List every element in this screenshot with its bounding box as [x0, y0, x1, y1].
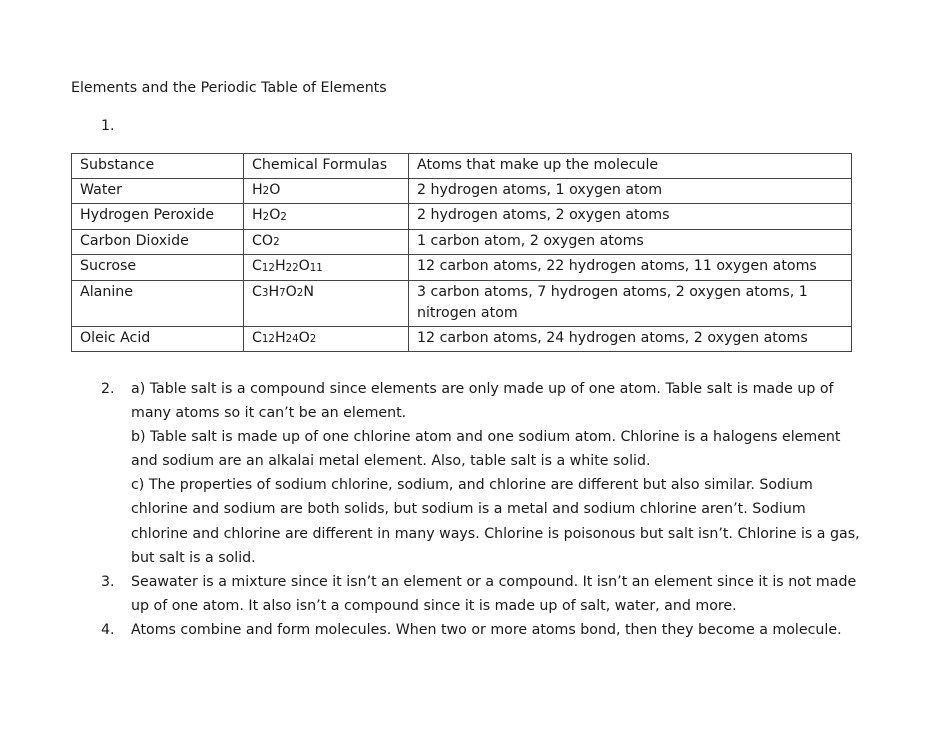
atoms-cell: 1 carbon atom, 2 oxygen atoms: [409, 229, 852, 255]
formula-symbol: CO: [252, 232, 274, 249]
formula-subscript: 2: [273, 237, 280, 248]
formula-subscript: 2: [280, 211, 287, 223]
atoms-cell: 2 hydrogen atoms, 2 oxygen atoms: [409, 204, 852, 230]
substance-cell: Alanine: [72, 280, 244, 326]
document-title: Elements and the Periodic Table of Elements: [71, 80, 387, 96]
table-row: [72, 204, 852, 230]
table-header-row: [72, 154, 852, 179]
atoms-cell: 3 carbon atoms, 7 hydrogen atoms, 2 oxygen atoms, 1 nitrogen atom: [409, 280, 852, 326]
formula-subscript: 2: [296, 288, 304, 299]
answer-paragraph: c) The properties of sodium chlorine, sodium, and chlorine are different but also similar. Sodium chlorine and sodium are both solids, but sodium is a metal and sodium chlorine aren’t. Sodium chlorine and chlorine are different in many ways. Chlorine is poisonous but salt isn’t. Chlorine is a gas, but salt is a solid.: [131, 477, 860, 566]
formula-symbol: O: [269, 207, 281, 223]
formula-symbol: C: [252, 258, 262, 274]
table-row: [72, 326, 852, 352]
formula-subscript: 12: [261, 334, 275, 345]
formula-subscript: 12: [261, 262, 275, 274]
substance-cell: Water: [72, 178, 244, 204]
substance-cell: Hydrogen Peroxide: [72, 204, 244, 230]
atoms-cell: 12 carbon atoms, 24 hydrogen atoms, 2 oxygen atoms: [409, 326, 852, 352]
answer-number: 2.: [101, 381, 115, 397]
formula-cell: [244, 280, 409, 326]
table-row: [72, 229, 852, 255]
table-row: [72, 280, 852, 326]
substance-cell: Carbon Dioxide: [72, 229, 244, 255]
formula-symbol: C: [252, 283, 262, 300]
formula-symbol: H: [274, 329, 286, 346]
substances-table: [71, 153, 852, 352]
formula-subscript: 11: [309, 262, 323, 274]
answer-paragraph: a) Table salt is a compound since elements are only made up of one atom. Table salt is made up of many atoms so it can’t be an element.: [131, 381, 834, 422]
formula-symbol: O: [298, 258, 310, 274]
table-row: [72, 255, 852, 281]
formula-symbol: H: [268, 283, 280, 300]
item-1-number: 1.: [101, 118, 115, 134]
formula-symbol: C: [252, 329, 262, 346]
substance-cell: Oleic Acid: [72, 326, 244, 352]
formula-cell: [244, 326, 409, 352]
formula-subscript: 24: [285, 334, 299, 345]
answer-paragraph: Atoms combine and form molecules. When two or more atoms bond, then they become a molecule.: [131, 621, 842, 638]
answers-list: [101, 377, 861, 642]
header-chemical-formulas: Chemical Formulas: [244, 154, 409, 179]
answer-number: 4.: [101, 621, 115, 638]
answer-item: [101, 570, 861, 618]
formula-subscript: 7: [279, 288, 286, 299]
answer-item: [101, 618, 861, 642]
answer-number: 3.: [101, 573, 115, 590]
formula-subscript: 2: [262, 186, 270, 197]
formula-symbol: N: [303, 283, 314, 300]
header-atoms: Atoms that make up the molecule: [409, 154, 852, 179]
table-row: [72, 178, 852, 204]
answer-paragraph: b) Table salt is made up of one chlorine atom and one sodium atom. Chlorine is a halogens element and sodium are an alkalai metal element. Also, table salt is a white solid.: [131, 429, 841, 470]
formula-symbol: H: [252, 207, 263, 223]
formula-subscript: 22: [285, 262, 299, 274]
substance-cell: Sucrose: [72, 255, 244, 281]
atoms-cell: 12 carbon atoms, 22 hydrogen atoms, 11 oxygen atoms: [409, 255, 852, 281]
formula-cell: [244, 229, 409, 255]
formula-subscript: 2: [309, 334, 317, 345]
formula-symbol: O: [269, 181, 281, 198]
header-substance: Substance: [72, 154, 244, 179]
answer-paragraph: Seawater is a mixture since it isn’t an element or a compound. It isn’t an element since it is not made up of one atom. It also isn’t a compound since it is made up of salt, water, and more.: [131, 573, 857, 614]
formula-symbol: H: [274, 258, 286, 274]
formula-symbol: H: [252, 181, 263, 198]
answer-item: [101, 377, 861, 570]
formula-subscript: 3: [261, 288, 269, 299]
formula-symbol: O: [285, 283, 297, 300]
formula-cell: [244, 178, 409, 204]
formula-subscript: 2: [262, 211, 270, 223]
formula-cell: [244, 204, 409, 230]
formula-cell: [244, 255, 409, 281]
formula-symbol: O: [298, 329, 310, 346]
atoms-cell: 2 hydrogen atoms, 1 oxygen atom: [409, 178, 852, 204]
